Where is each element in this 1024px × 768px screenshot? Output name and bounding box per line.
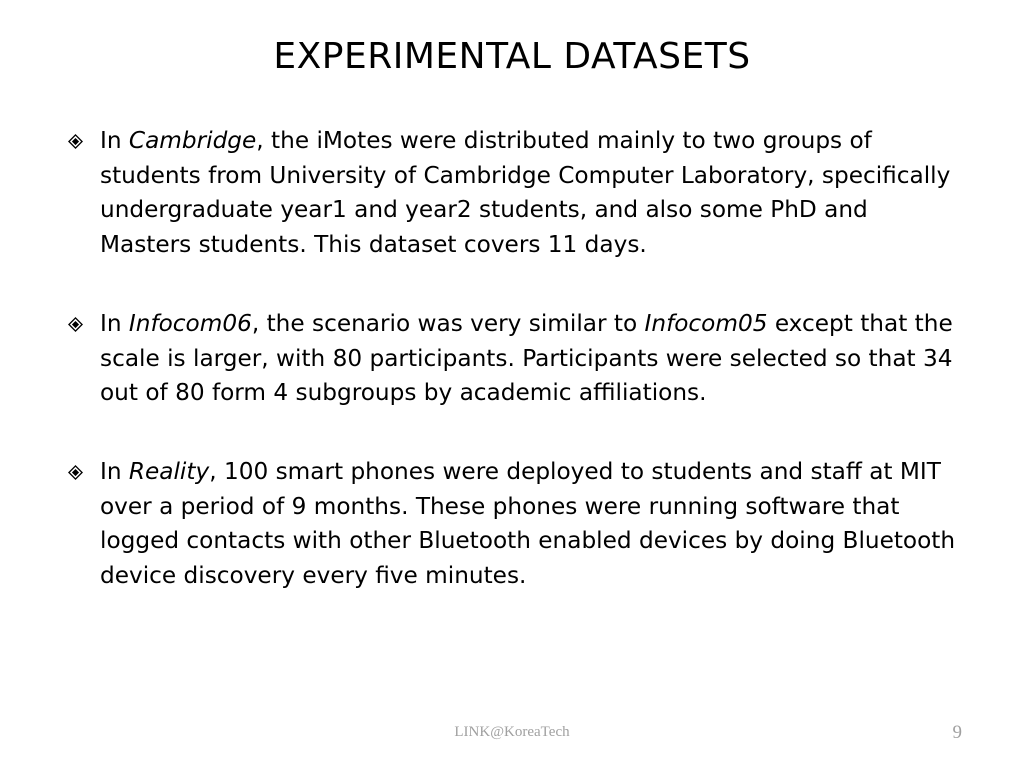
diamond-bullet-icon	[68, 317, 83, 332]
dataset-name: Cambridge	[128, 127, 257, 154]
bullet-list	[62, 124, 962, 594]
bullet-cambridge	[62, 124, 962, 263]
bullet-text: In Cambridge, the iMotes were distributed mainly to two groups of students from University of Cambridge Computer Laboratory, specifically undergraduate year1 and year2 students, and also some PhD and Masters students. This dataset covers 11 days.	[100, 127, 951, 259]
diamond-bullet-icon	[68, 134, 83, 149]
page-number: 9	[952, 722, 962, 743]
footer-label: LINK@KoreaTech	[454, 724, 570, 740]
bullet-infocom06	[62, 307, 962, 411]
bullet-text: In Reality, 100 smart phones were deployed to students and staff at MIT over a period of 9 months. These phones were running software that logged contacts with other Bluetooth enabled devices by doing Bluetooth device discovery every five minutes.	[100, 457, 956, 590]
dataset-name: Reality	[128, 457, 210, 485]
bullet-text: In Infocom06, the scenario was very similar to Infocom05 except that the scale is larger, with 80 participants. Participants were selected so that 34 out of 80 form 4 subgroups by academic affiliations.	[100, 309, 953, 407]
diamond-bullet-icon	[68, 465, 83, 480]
dataset-name: Infocom06	[128, 309, 252, 337]
slide-title: EXPERIMENTAL DATASETS	[273, 36, 751, 77]
dataset-name-secondary: Infocom05	[644, 309, 768, 337]
bullet-reality	[62, 455, 962, 594]
